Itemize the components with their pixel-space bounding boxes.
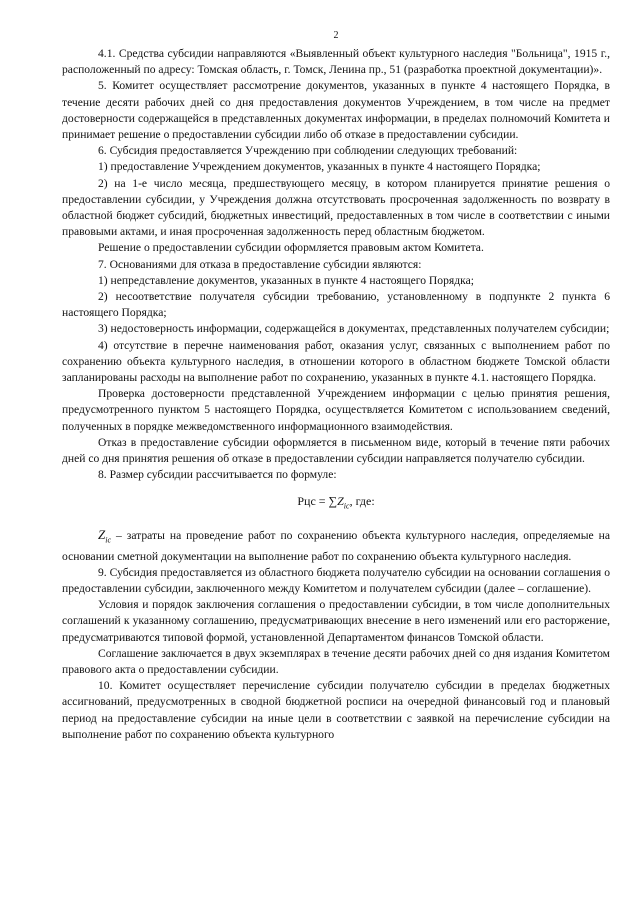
formula-variable: Z (337, 494, 344, 509)
document-page (62, 30, 610, 743)
paragraph-7-item-1: 1) непредставление документов, указанных в пункте 4 настоящего Порядка; (98, 273, 474, 287)
formula-variable-definition (62, 527, 610, 565)
paragraph-6-item-2: 2) на 1-е число месяца, предшествующего месяцу, в котором планируется принятие решения о предоставлении субсидии, у Учреждения должна отсутствовать просроченная задолженность по возврату в областной бюджет субсидий, бюджетных инвестиций, предоставленных в том числе в соответствии с иными правовыми актами, и иная просроченная задолженность перед областным бюджетом. (62, 176, 610, 239)
paragraph-7: 7. Основаниями для отказа в предоставление субсидии являются: (98, 257, 422, 271)
paragraph-5: 5. Комитет осуществляет рассмотрение документов, указанных в пункте 4 настоящего Порядка, в течение десяти рабочих дней со дня предоставления документов Учреждением, в том числе на предмет достоверности содержащейся в представленных документах информации, в пределах полномочий Комитета и принимает решение о предоставлении субсидии либо об отказе в предоставлении субсидии. (62, 79, 610, 142)
paragraph-6: 6. Субсидия предоставляется Учреждению при соблюдении следующих требований: (98, 144, 518, 158)
formula-subscript: ic (343, 501, 350, 511)
paragraph-4-1: 4.1. Средства субсидии направляются «Выявленный объект культурного наследия "Больница", 1915 г., расположенный по адресу: Томская область, г. Томск, Ленина пр., 51 (разработка проектной документации)». (62, 47, 610, 77)
paragraph-7-check: Проверка достоверности представленной Учреждением информации с целью принятия решения, предусмотренного пунктом 5 настоящего Порядка, осуществляется Комитетом с использованием сведений, полученных в порядке межведомственного информационного взаимодействия. (62, 387, 610, 433)
paragraph-9-signing: Соглашение заключается в двух экземплярах в течение десяти рабочих дней со дня издания Комитетом правового акта о предоставлении субсидии. (62, 646, 610, 677)
paragraph-8: 8. Размер субсидии рассчитывается по формуле: (98, 468, 337, 482)
paragraph-7-refusal: Отказ в предоставление субсидии оформляется в письменном виде, который в течение пяти рабочих дней со дня принятия решения об отказе в предоставлении субсидии направляется получателю субсидии. (62, 435, 610, 466)
definition-subscript: ic (105, 535, 112, 545)
paragraph-7-item-4: 4) отсутствие в перечне наименования работ, оказания услуг, связанных с выполнением работ по сохранению объекта культурного наследия, в отношении которого в областном бюджете Томской области запланированы расходы на выполнение работ по сохранению, указанных в пункте 4.1. настоящего Порядка. (62, 338, 610, 385)
paragraph-6-item-1: 1) предоставление Учреждением документов, указанных в пункте 4 настоящего Порядка; (98, 160, 541, 174)
paragraph-6-decision: Решение о предоставлении субсидии оформляется правовым актом Комитета. (98, 241, 484, 255)
paragraph-9: 9. Субсидия предоставляется из областного бюджета получателю субсидии на основании соглашения о предоставлении субсидии, заключенного между Комитетом и получателем субсидии (далее – соглашение). (62, 565, 610, 595)
paragraph-7-item-2: 2) несоответствие получателя субсидии требованию, установленному в подпункте 2 пункта 6 настоящего Порядка; (62, 290, 610, 320)
subsidy-formula (62, 493, 610, 515)
paragraph-7-item-3: 3) недостоверность информации, содержащейся в документах, представленных получателем субсидии; (98, 322, 610, 336)
definition-text: – затраты на проведение работ по сохранению объекта культурного наследия, определяемые на основании сметной документации на выполнение работ по сохранению объекта культурного наследия. (62, 529, 610, 563)
definition-variable: Z (98, 527, 106, 543)
paragraph-9-conditions: Условия и порядок заключения соглашения о предоставлении субсидии, в том числе дополнительных соглашений к указанному соглашению, предусматривающих внесение в него изменений или его расторжение, предусматриваются типовой формой, установленной Департаментом финансов Томской области. (62, 598, 610, 644)
paragraph-10: 10. Комитет осуществляет перечисление субсидии получателю субсидии в пределах бюджетных ассигнований, предусмотренных в сводной бюджетной росписи на очередной финансовый год и плановый период на предоставление субсидии на иные цели в соответствии с заявкой на перечисление субсидии на выполнение работ по сохранению объекта культурного (62, 679, 610, 741)
page-number: 2 (333, 30, 339, 41)
formula-lhs: Рцс = ∑ (297, 494, 338, 509)
formula-suffix: , где: (349, 494, 375, 509)
